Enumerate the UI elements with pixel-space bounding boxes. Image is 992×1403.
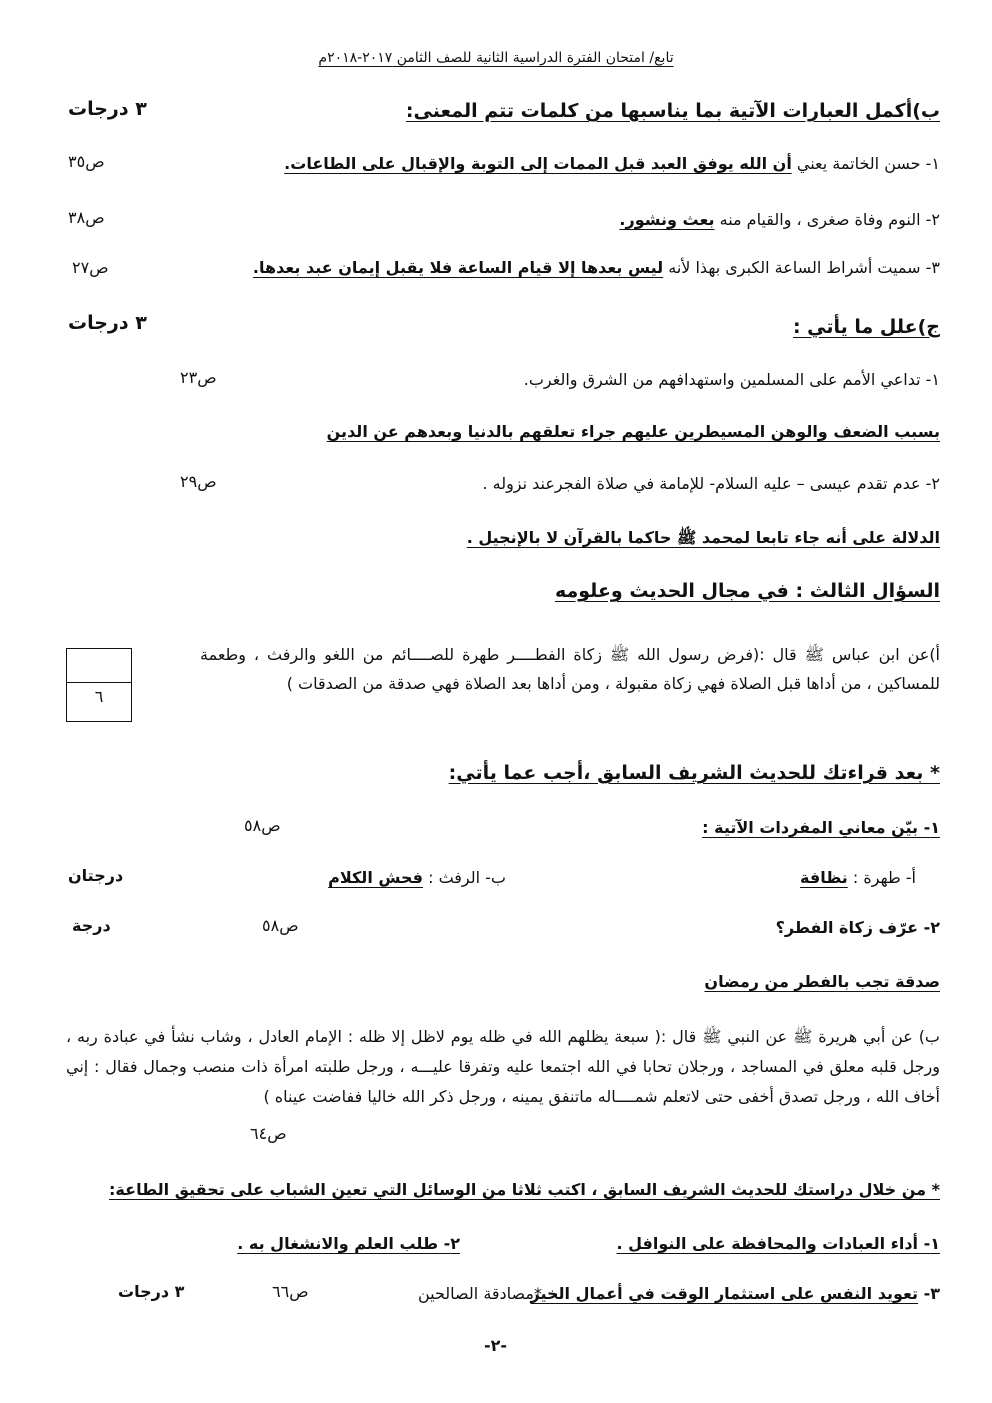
score-box xyxy=(66,648,132,722)
define-question-page: ص٥٨ xyxy=(262,916,299,935)
section-b-item-3-page: ص٢٧ xyxy=(72,258,109,277)
means-marks: ٣ درجات xyxy=(118,1282,185,1301)
hadith-a: أ)عن ابن عباس ﷺ قال :(فرض رسول الله ﷺ زكاة الفطــــر طهرة للصــــائم من اللغو والرفث ، وطعمة للمساكين ، من أداها قبل الصلاة فهي زكاة مقبولة ، ومن أداها بعد الصلاة فهي صدقة من الصدقات ) xyxy=(200,645,940,693)
section-c-title: ج)علل ما يأتي : xyxy=(792,316,940,338)
define-answer: صدقة تجب بالفطر من رمضان xyxy=(704,972,940,991)
vocab-item-a: أ- طهرة : نظافة xyxy=(800,868,916,887)
section-c-question-1: ١- تداعي الأمم على المسلمين واستهدافهم من الشرق والغرب. xyxy=(523,370,940,389)
section-c-question-2-page: ص٢٩ xyxy=(180,472,217,491)
define-marks: درجة xyxy=(72,916,111,935)
page-header: تابع/ امتحان الفترة الدراسية الثانية للصف الثامن ٢٠١٧-٢٠١٨م xyxy=(318,50,674,66)
hadith-b: ب) عن أبي هريرة ﷺ عن النبي ﷺ قال :( سبعة يظلهم الله في ظله يوم لاظل إلا ظله : الإمام العادل ، وشاب نشأ في عبادة ربه ، ورجل قلبه معلق في المساجد ، ورجلان تحابا في الله اجتمعا عليه وتفرقا عليـــه ، ورجل طلبته امرأة ذات منصب وجمال فقال : إني أخاف الله ، ورجل تصدق أخفى حتى لاتعلم شمــــاله ماتنفق يمينه ، ورجل ذكر الله خاليا ففاضت عيناه ) xyxy=(66,1027,940,1106)
means-page: ص٦٦ xyxy=(272,1282,309,1301)
vocab-question-page: ص٥٨ xyxy=(244,816,281,835)
means-item-extra: *مصادقة الصالحين xyxy=(417,1284,542,1303)
means-item-1: ١- أداء العبادات والمحافظة على النوافل . xyxy=(616,1234,940,1253)
section-c-answer-1: بسبب الضعف والوهن المسيطرين عليهم جراء تعلقهم بالدنيا وبعدهم عن الدين xyxy=(326,422,940,441)
section-b-item-2: ٢- النوم وفاة صغرى ، والقيام منه بعث ونشور. xyxy=(619,210,940,229)
page-number: -٢- xyxy=(484,1336,508,1355)
section-b-item-2-page: ص٣٨ xyxy=(68,208,105,227)
section-b-title: ب)أكمل العبارات الآتية بما يناسبها من كلمات تتم المعنى: xyxy=(405,100,940,122)
section-c-marks: ٣ درجات xyxy=(68,312,147,334)
question-3-title: السؤال الثالث : في مجال الحديث وعلومه xyxy=(554,580,940,602)
section-c-question-2: ٢- عدم تقدم عيسى – عليه السلام- للإمامة في صلاة الفجرعند نزوله . xyxy=(482,474,940,493)
section-b-marks: ٣ درجات xyxy=(68,98,147,120)
vocab-question: ١- بيّن معاني المفردات الآتية : xyxy=(702,818,940,837)
vocab-marks: درجتان xyxy=(68,866,124,885)
section-b-item-1: ١- حسن الخاتمة يعني أن الله يوفق العبد قبل الممات إلى التوبة والإقبال على الطاعات. xyxy=(284,154,940,173)
define-question: ٢- عرّف زكاة الفطر؟ xyxy=(775,918,940,937)
section-b-item-1-page: ص٣٥ xyxy=(68,152,105,171)
vocab-item-b: ب- الرفث : فحش الكلام xyxy=(328,868,506,887)
section-b-item-3: ٣- سميت أشراط الساعة الكبرى بهذا لأنه ليس بعدها إلا قيام الساعة فلا يقبل إيمان عبد بعدها. xyxy=(252,258,940,277)
means-item-2: ٢- طلب العلم والانشغال به . xyxy=(237,1234,460,1253)
score-box-value: ٦ xyxy=(94,687,104,706)
after-reading-instruction: * بعد قراءتك للحديث الشريف السابق ،أجب عما يأتي: xyxy=(448,762,940,784)
section-c-answer-2: الدلالة على أنه جاء تابعا لمحمد ﷺ حاكما بالقرآن لا بالإنجيل . xyxy=(466,528,940,547)
means-question: * من خلال دراستك للحديث الشريف السابق ، اكتب ثلاثا من الوسائل التي تعين الشباب على تحقيق الطاعة: xyxy=(109,1180,940,1199)
hadith-b-page: ص٦٤ xyxy=(250,1124,287,1143)
section-c-question-1-page: ص٢٣ xyxy=(180,368,217,387)
means-item-3: ٣- تعويد النفس على استثمار الوقت في أعمال الخير xyxy=(530,1284,940,1303)
